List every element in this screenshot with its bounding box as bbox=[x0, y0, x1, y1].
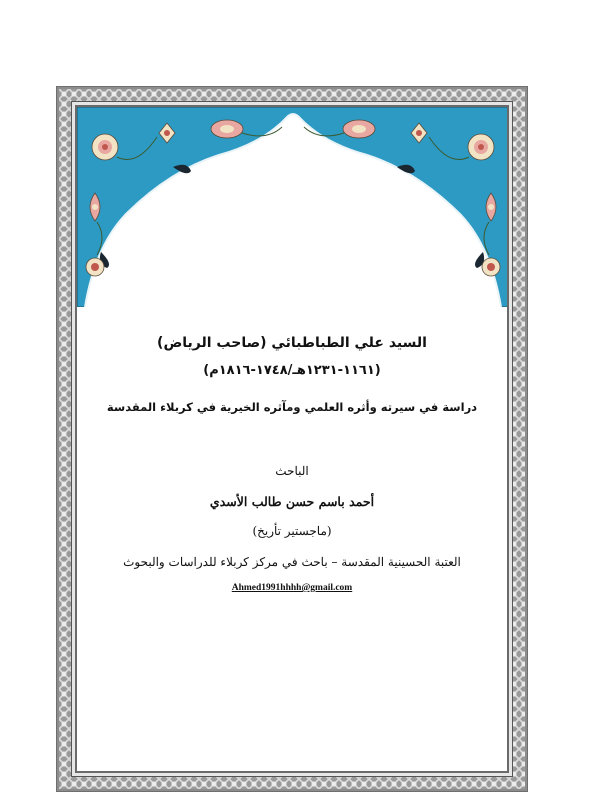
ornamental-arch bbox=[77, 107, 509, 307]
ornamental-frame bbox=[56, 86, 528, 792]
researcher-email-link[interactable]: Ahmed1991hhhh@gmail.com bbox=[231, 583, 353, 593]
cover-title: السيد علي الطباطبائي (صاحب الرياض) bbox=[157, 335, 427, 351]
researcher-degree: (ماجستير تأريخ) bbox=[252, 524, 332, 538]
researcher-affiliation: العتبة الحسينية المقدسة – باحث في مركز كربلاء للدراسات والبحوث bbox=[123, 555, 461, 569]
cover-content bbox=[75, 105, 509, 773]
researcher-email-row bbox=[77, 583, 507, 593]
cover-subtitle: دراسة في سيرته وأثره العلمي ومآثره الخيرية في كربلاء المقدسة bbox=[106, 400, 478, 414]
cover-dates: (١١٦١-١٢٣١هـ/١٧٤٨-١٨١٦م) bbox=[203, 363, 381, 378]
researcher-name: أحمد باسم حسن طالب الأسدي bbox=[209, 494, 375, 509]
researcher-label: الباحث bbox=[275, 464, 309, 478]
